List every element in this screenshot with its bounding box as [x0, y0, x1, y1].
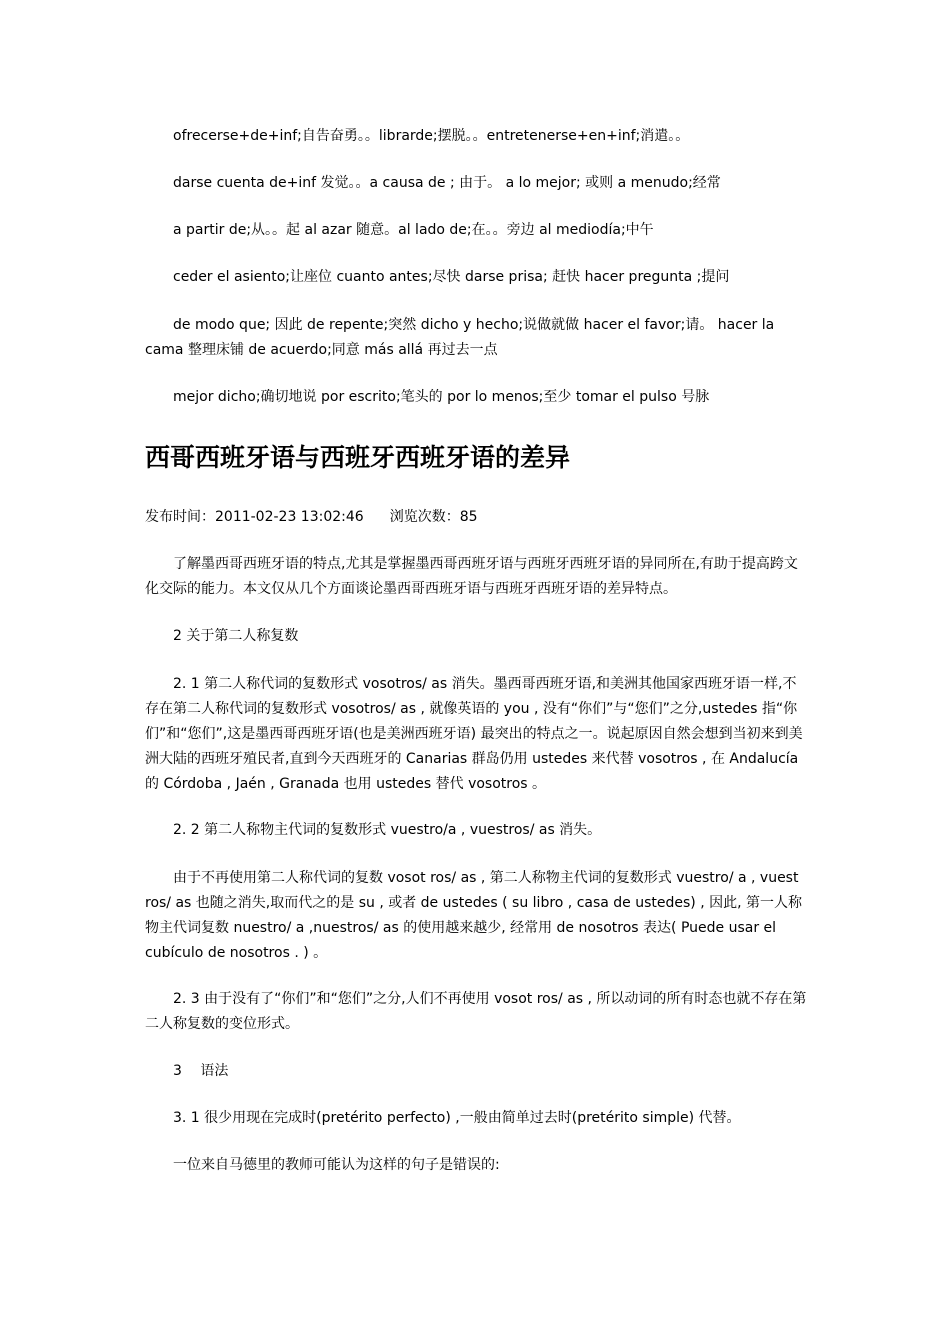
- paragraph-3-1-body: 一位来自马德里的教师可能认为这样的句子是错误的:: [173, 1157, 500, 1173]
- view-count: 浏览次数：85: [389, 509, 478, 525]
- vocab-line-2: darse cuenta de+inf 发觉。。a causa de ; 由于。 a lo mejor; 或则 a menudo;经常: [173, 175, 721, 191]
- vocab-line-4: ceder el asiento;让座位 cuanto antes;尽快 darse prisa; 赶快 hacer pregunta ;提问: [173, 269, 730, 285]
- article-meta: [145, 505, 478, 530]
- paragraph-2-1: 2. 1 第二人称代词的复数形式 vosotros/ as 消失。墨西哥西班牙语,和美洲其他国家西班牙语一样,不存在第二人称代词的复数形式 vosotros/ as , 就像英语的 you , 没有“你们”与“您们”之分,ustedes 指“你们”和“您们”,这是墨西哥西班牙语(也是美洲西班牙语) 最突出的特点之一。说起原因自然会想到当初来到美洲大陆的西班牙殖民者,直到今天西班牙的 Canarias 群岛仍用 ustedes 来代替 vosotros , 在 Andalucía 的 Córdoba , Jaén , Granada 也用 ustedes 替代 vosotros 。: [145, 676, 803, 792]
- vocab-line-6: mejor dicho;确切地说 por escrito;笔头的 por lo menos;至少 tomar el pulso 号脉: [173, 389, 710, 405]
- paragraph-3-1: 3. 1 很少用现在完成时(pretérito perfecto) ,一般由简单过去时(pretérito simple) 代替。: [173, 1110, 741, 1126]
- section-heading-2: 2 关于第二人称复数: [173, 628, 299, 644]
- paragraph-2-3: 2. 3 由于没有了“你们”和“您们”之分,人们不再使用 vosot ros/ as , 所以动词的所有时态也就不存在第二人称复数的变位形式。: [145, 991, 807, 1032]
- paragraph-2-2-body: 由于不再使用第二人称代词的复数 vosot ros/ as , 第二人称物主代词的复数形式 vuestro/ a , vuest ros/ as 也随之消失,取而代之的是 su , 或者 de ustedes ( su libro , casa de ustedes) , 因此, 第一人称物主代词复数 nuestro/ a ,nuestros/ as 的使用越来越少, 经常用 de nosotros 表达( Puede usar el cubículo de nosotros . ) 。: [145, 870, 803, 961]
- section-heading-3: 3 语法: [173, 1063, 229, 1079]
- publish-time: 发布时间：2011-02-23 13:02:46: [145, 509, 364, 525]
- paragraph-2-2: 2. 2 第二人称物主代词的复数形式 vuestro/a , vuestros/ as 消失。: [173, 822, 602, 838]
- vocab-line-1: ofrecerse+de+inf;自告奋勇。。librarde;摆脱。。entretenerse+en+inf;消遣。。: [173, 128, 690, 144]
- vocab-line-5: de modo que; 因此 de repente;突然 dicho y hecho;说做就做 hacer el favor;请。 hacer la cama 整理床铺 de acuerdo;同意 más allá 再过去一点: [145, 317, 775, 358]
- vocab-line-3: a partir de;从。。起 al azar 随意。al lado de;在。。旁边 al mediodía;中午: [173, 222, 654, 238]
- intro-paragraph: 了解墨西哥西班牙语的特点,尤其是掌握墨西哥西班牙语与西班牙西班牙语的异同所在,有助于提高跨文化交际的能力。本文仅从几个方面谈论墨西哥西班牙语与西班牙西班牙语的差异特点。: [145, 556, 798, 597]
- article-title: 西哥西班牙语与西班牙西班牙语的差异: [145, 443, 571, 472]
